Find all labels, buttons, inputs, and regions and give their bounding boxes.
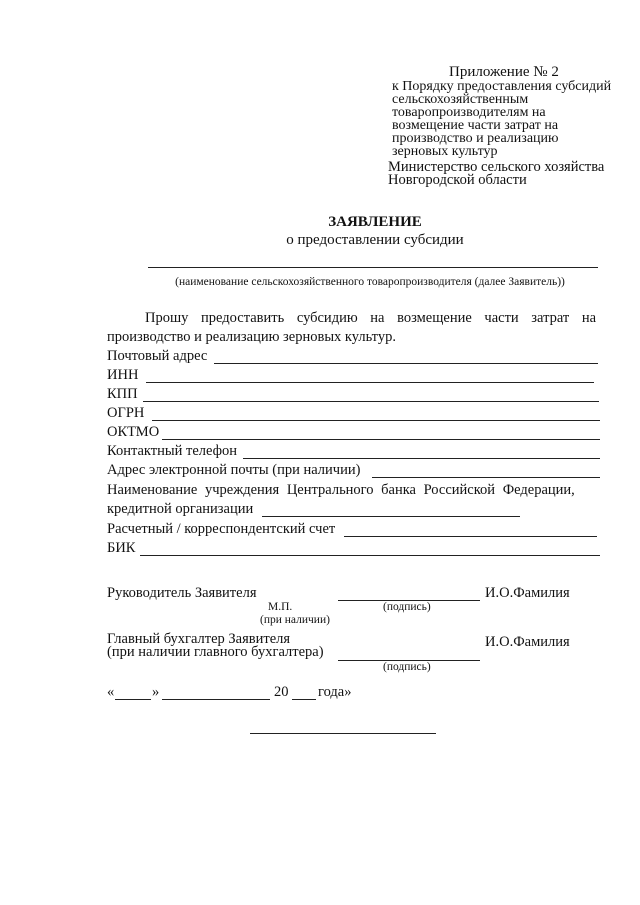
annex-line: сельскохозяйственным [392,92,529,107]
annex-line: к Порядку предоставления субсидий [392,79,612,94]
head-label: Руководитель Заявителя [107,585,257,601]
phone-label: Контактный телефон [107,443,238,459]
inn-label: ИНН [107,367,139,383]
applicant-caption: (наименование сельскохозяйственного товаропроизводителя (далее Заявитель)) [175,276,565,288]
accountant-label-note: (при наличии главного бухгалтера) [107,644,324,660]
inn-field[interactable] [146,382,594,383]
email-label: Адрес электронной почты (при наличии) [107,462,361,478]
annex-line: товаропроизводителям на [392,105,546,120]
applicant-name-line[interactable] [148,267,598,268]
date-suffix: года» [318,684,352,700]
bank-label-line1: Наименование учреждения Центрального банка Российской Федерации, [107,482,575,498]
addressee-line: Новгородской области [388,172,527,188]
annex-title: Приложение № 2 [449,64,559,80]
kpp-field[interactable] [143,401,599,402]
date-close-quote: » [152,684,160,700]
stamp-label: М.П. [268,601,293,613]
annex-line: зерновых культур [392,144,498,159]
kpp-label: КПП [107,386,138,402]
postal-address-label: Почтовый адрес [107,348,208,364]
head-name: И.О.Фамилия [485,585,570,601]
annex-line: возмещение части затрат на [392,118,559,133]
accountant-name: И.О.Фамилия [485,634,570,650]
date-month-field[interactable] [162,699,270,700]
addressee-line: Министерство сельского хозяйства [388,159,605,175]
document-subtitle: о предоставлении субсидии [286,232,464,248]
ogrn-field[interactable] [152,420,600,421]
annex-line: производство и реализацию [392,131,559,146]
date-open-quote: « [107,684,115,700]
phone-field[interactable] [243,458,600,459]
ogrn-label: ОГРН [107,405,145,421]
bik-label: БИК [107,540,136,556]
date-day-field[interactable] [115,699,151,700]
request-text-line2: производство и реализацию зерновых культур. [107,329,396,345]
email-field[interactable] [372,477,600,478]
oktmo-label: ОКТМО [107,424,160,440]
bank-field[interactable] [262,516,520,517]
oktmo-field[interactable] [162,439,600,440]
bik-field[interactable] [140,555,600,556]
date-year-field[interactable] [292,699,316,700]
signature-caption-2: (подпись) [383,661,431,673]
document-title: ЗАЯВЛЕНИЕ [328,214,422,230]
bottom-line [250,733,436,734]
date-year-prefix: 20 [274,684,289,700]
bank-label-line2: кредитной организации [107,501,254,517]
request-text-line1: Прошу предоставить субсидию на возмещение части затрат на [145,310,597,326]
signature-caption: (подпись) [383,601,431,613]
postal-address-field[interactable] [214,363,598,364]
account-field[interactable] [344,536,597,537]
account-label: Расчетный / корреспондентский счет [107,521,336,537]
accountant-label: Главный бухгалтер Заявителя [107,631,291,647]
stamp-note: (при наличии) [260,614,330,626]
